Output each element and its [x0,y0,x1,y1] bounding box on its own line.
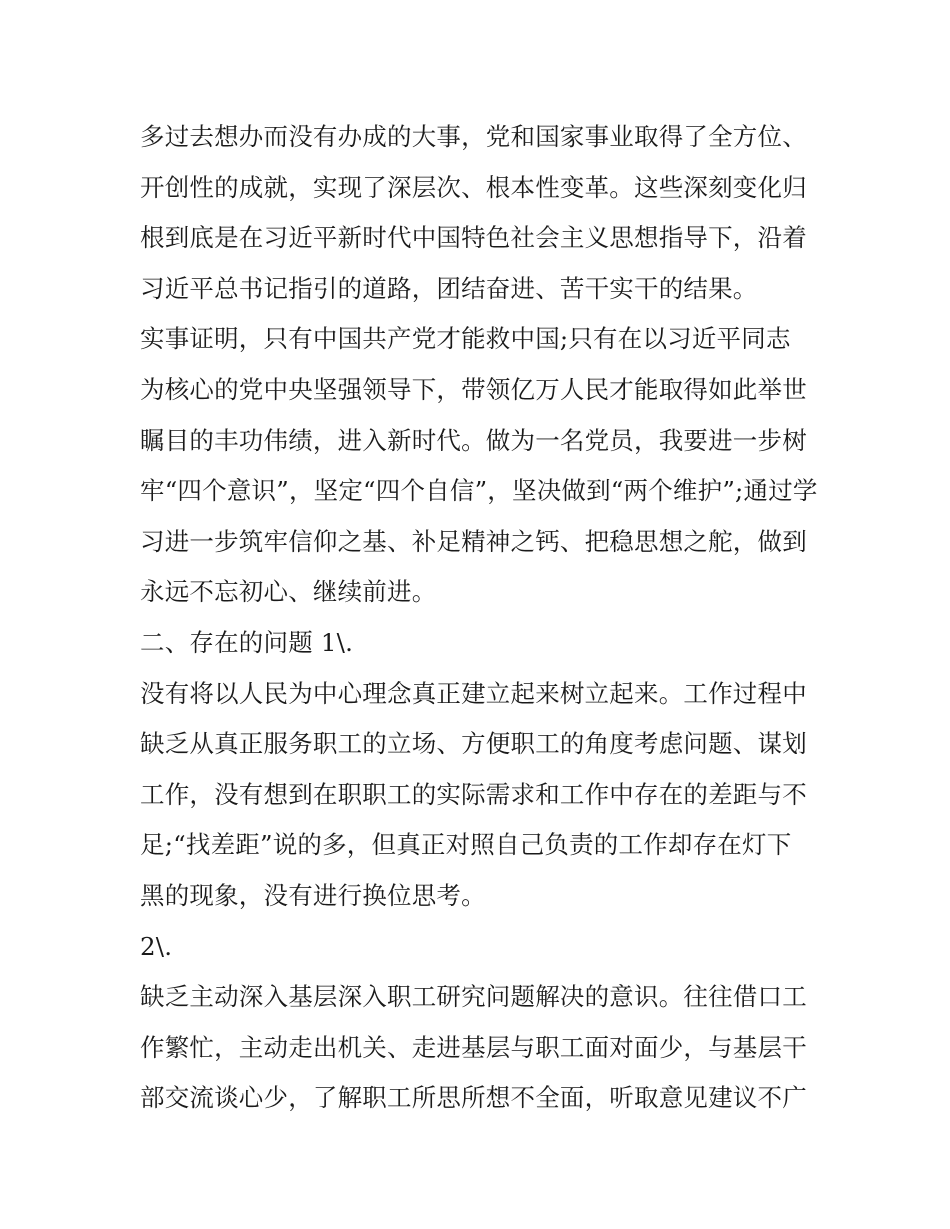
text-line: 牢“四个意识”，坚定“四个自信”，坚决做到“两个维护”;通过学 [140,476,818,506]
text-line: 作繁忙，主动走出机关、走进基层与职工面对面少，与基层干 [140,1032,807,1062]
text-line: 根到底是在习近平新时代中国特色社会主义思想指导下，沿着 [140,223,807,253]
text-line: 多过去想办而没有办成的大事，党和国家事业取得了全方位、 [140,122,807,151]
text-line: 黑的现象，没有进行换位思考。 [140,880,486,910]
text-line: 为核心的党中央坚强领导下，带领亿万人民才能取得如此举世 [140,374,807,404]
text-line: 工作，没有想到在职职工的实际需求和工作中存在的差距与不 [140,779,807,809]
section-heading: 二、存在的问题 1\. [140,627,354,657]
text-line: 足;“找差距”说的多，但真正对照自己负责的工作却存在灯下 [140,830,792,860]
text-line: 实事证明，只有中国共产党才能救中国;只有在以习近平同志 [140,324,791,354]
document-body [140,112,830,1124]
text-line: 没有将以人民为中心理念真正建立起来树立起来。工作过程中 [140,678,807,708]
text-line: 缺乏从真正服务职工的立场、方便职工的角度考虑问题、谋划 [140,729,807,759]
text-line: 开创性的成就，实现了深层次、根本性变革。这些深刻变化归 [140,172,807,202]
text-line: 瞩目的丰功伟绩，进入新时代。做为一名党员，我要进一步树 [140,425,807,455]
text-line: 习近平总书记指引的道路，团结奋进、苦干实干的结果。 [140,273,758,303]
item-number: 2\. [140,931,173,961]
text-line: 永远不忘初心、继续前进。 [140,577,437,607]
text-line: 部交流谈心少，了解职工所思所想不全面，听取意见建议不广 [140,1083,807,1113]
text-line: 习进一步筑牢信仰之基、补足精神之钙、把稳思想之舵，做到 [140,526,807,556]
text-line: 缺乏主动深入基层深入职工研究问题解决的意识。往往借口工 [140,982,807,1012]
